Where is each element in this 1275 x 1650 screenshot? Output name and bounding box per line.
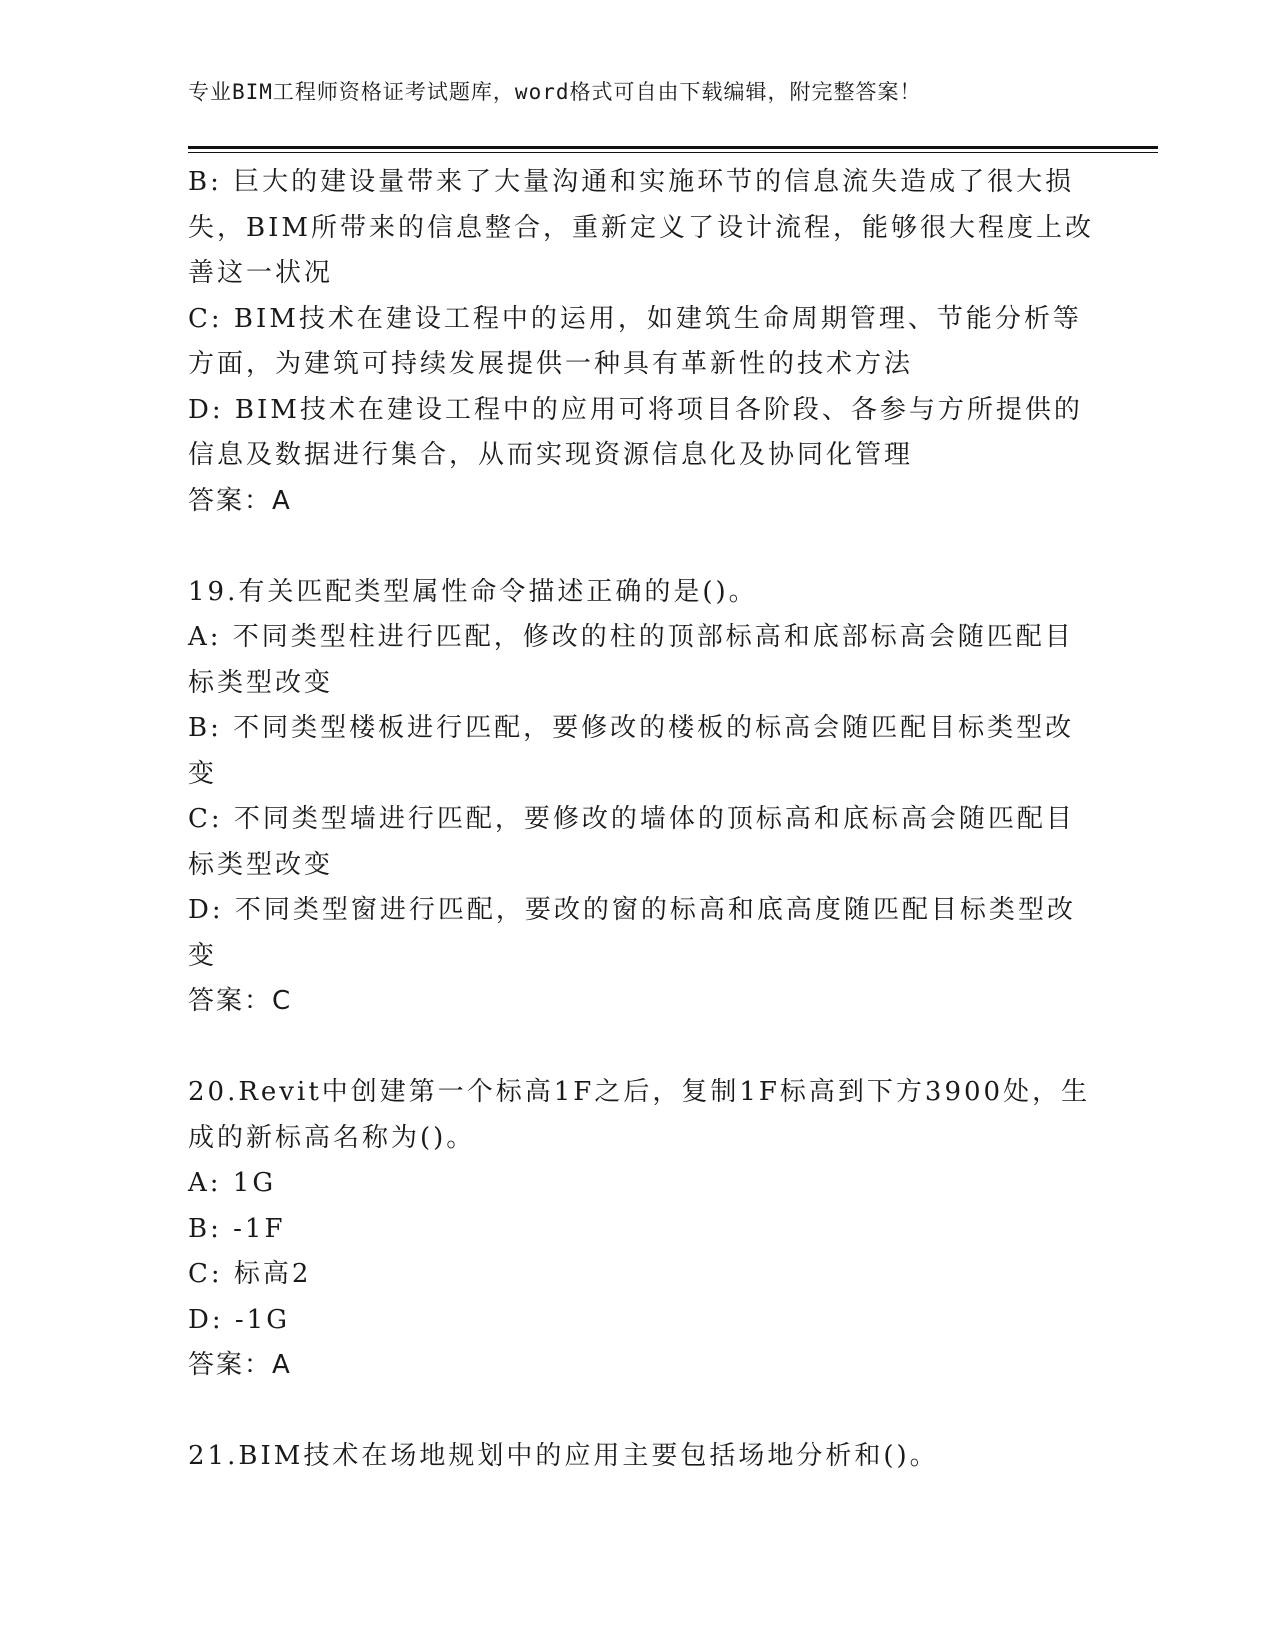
- q20-option-c: C: 标高2: [188, 1259, 312, 1289]
- spacer: [188, 524, 1088, 570]
- question-19: [188, 570, 1088, 1025]
- q19-option-b-cont: 变: [188, 758, 218, 789]
- question-content: [188, 160, 1094, 1480]
- header-divider-thin: [188, 152, 1158, 153]
- q18-option-c: C: BIM技术在建设工程中的运用，如建筑生命周期管理、节能分析等: [188, 303, 1082, 334]
- q19-option-a-cont: 标类型改变: [188, 667, 334, 698]
- q20-option-b: B: -1F: [188, 1213, 286, 1244]
- question-20: [188, 1070, 1091, 1389]
- q20-question-text-cont: 成的新标高名称为()。: [188, 1122, 476, 1153]
- q18-option-b-cont: 失，BIM所带来的信息整合，重新定义了设计流程，能够很大程度上改: [188, 212, 1094, 243]
- q19-option-a: A: 不同类型柱进行匹配，修改的柱的顶部标高和底部标高会随匹配目: [188, 622, 1074, 652]
- q20-option-d: D: -1G: [188, 1304, 290, 1335]
- question-21: [188, 1434, 1088, 1480]
- q19-option-d: D: 不同类型窗进行匹配，要改的窗的标高和底高度随匹配目标类型改: [188, 895, 1076, 925]
- q19-answer: 答案：C: [188, 986, 293, 1016]
- q18-option-c-cont: 方面，为建筑可持续发展提供一种具有革新性的技术方法: [188, 349, 914, 379]
- page-header: 专业BIM工程师资格证考试题库，word格式可自由下载编辑，附完整答案！: [188, 80, 922, 104]
- q19-question-text: 19.有关匹配类型属性命令描述正确的是()。: [188, 576, 758, 607]
- q18-answer: 答案：A: [188, 485, 292, 516]
- q18-option-d: D: BIM技术在建设工程中的应用可将项目各阶段、各参与方所提供的: [188, 394, 1083, 425]
- q20-option-a: A: 1G: [188, 1168, 277, 1198]
- q18-option-b-cont: 善这一状况: [188, 258, 334, 288]
- header-divider: [188, 146, 1158, 149]
- q20-question-text: 20.Revit中创建第一个标高1F之后，复制1F标高到下方3900处，生: [188, 1077, 1091, 1107]
- q19-option-c: C: 不同类型墙进行匹配，要修改的墙体的顶标高和底标高会随匹配目: [188, 804, 1075, 834]
- spacer: [188, 1389, 1088, 1435]
- question-18: [188, 160, 1094, 524]
- q20-answer: 答案：A: [188, 1350, 292, 1380]
- q19-option-b: B: 不同类型楼板进行匹配，要修改的楼板的标高会随匹配目标类型改: [188, 713, 1075, 743]
- q18-option-b: B: 巨大的建设量带来了大量沟通和实施环节的信息流失造成了很大损: [188, 167, 1075, 197]
- q19-option-d-cont: 变: [188, 940, 218, 971]
- spacer: [188, 1025, 1088, 1071]
- q21-question-text: 21.BIM技术在场地规划中的应用主要包括场地分析和()。: [188, 1441, 939, 1471]
- q18-option-d-cont: 信息及数据进行集合，从而实现资源信息化及协同化管理: [188, 440, 914, 470]
- q19-option-c-cont: 标类型改变: [188, 849, 334, 880]
